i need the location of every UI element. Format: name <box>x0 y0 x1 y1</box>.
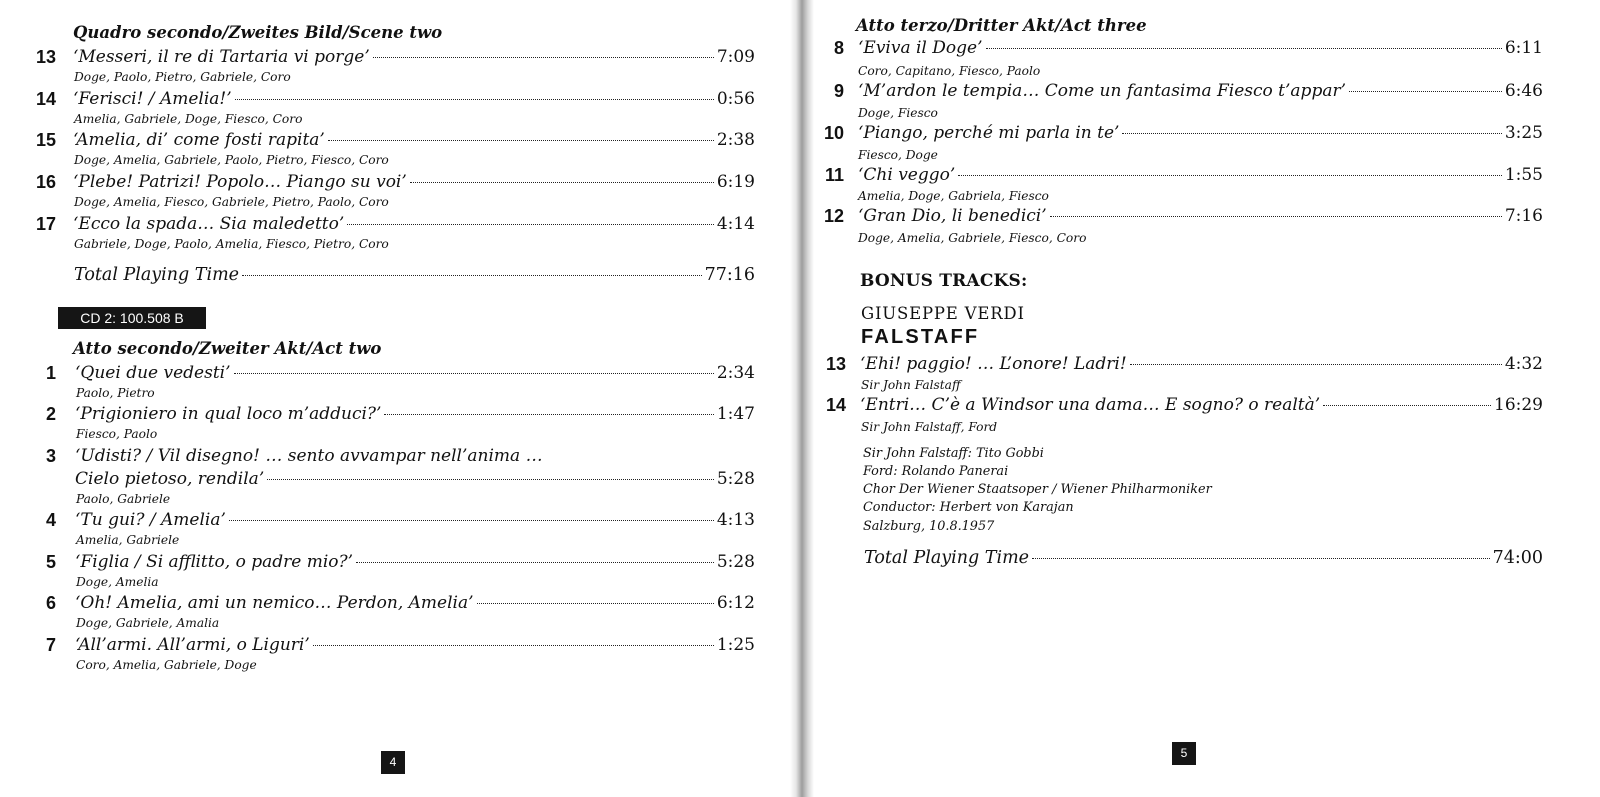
dot-leader <box>1323 405 1491 406</box>
track-roles: Sir John Falstaff, Ford <box>861 420 998 434</box>
track-title: ‘Piango, perché mi parla in te’ <box>858 123 1120 143</box>
track-duration: 4:14 <box>716 214 755 234</box>
track-title: ‘Chi veggo’ <box>858 165 956 185</box>
track-number: 7 <box>45 635 56 655</box>
track-duration: 0:56 <box>716 89 755 109</box>
track-row <box>858 122 1543 144</box>
track-duration: 6:11 <box>1504 38 1543 58</box>
track-duration: 6:12 <box>716 593 755 613</box>
track-number: 10 <box>823 123 844 143</box>
track-duration: 1:25 <box>716 635 755 655</box>
total-playing-time-label: Total Playing Time <box>74 265 240 285</box>
track-title: ‘Messeri, il re di Tartaria vi porge’ <box>73 47 370 67</box>
section-heading: Atto terzo/Dritter Akt/Act three <box>856 16 1147 35</box>
dot-leader <box>313 645 714 646</box>
track-title: ‘Ferisci! / Amelia!’ <box>73 89 232 109</box>
track-row <box>858 205 1543 227</box>
total-playing-time-label: Total Playing Time <box>864 548 1030 568</box>
track-duration: 2:38 <box>716 130 755 150</box>
total-playing-time-value: 74:00 <box>1492 548 1543 568</box>
track-number: 13 <box>825 354 846 374</box>
track-number: 1 <box>45 363 56 383</box>
track-roles: Doge, Amelia, Gabriele, Paolo, Pietro, Fiesco, Coro <box>74 153 389 167</box>
track-title: ‘Amelia, di’ come fosti rapita’ <box>73 130 325 150</box>
track-number: 4 <box>45 510 56 530</box>
dot-leader <box>235 99 714 100</box>
track-roles: Amelia, Gabriele, Doge, Fiesco, Coro <box>74 112 303 126</box>
track-title: ‘Oh! Amelia, ami un nemico… Perdon, Amelia’ <box>75 593 474 613</box>
section-heading: Quadro secondo/Zweites Bild/Scene two <box>73 23 443 42</box>
page-number: 5 <box>1172 742 1196 765</box>
track-row <box>858 37 1543 59</box>
track-roles: Doge, Amelia <box>76 575 159 589</box>
track-duration: 1:47 <box>716 404 755 424</box>
track-row <box>75 592 755 614</box>
track-row <box>73 88 755 110</box>
dot-leader <box>384 414 713 415</box>
track-title: ‘Eviva il Doge’ <box>858 38 983 58</box>
dot-leader <box>347 224 714 225</box>
track-duration: 3:25 <box>1504 123 1543 143</box>
track-roles: Amelia, Doge, Gabriela, Fiesco <box>858 189 1049 203</box>
credit-line: Conductor: Herbert von Karajan <box>863 500 1074 515</box>
track-row <box>75 634 755 656</box>
dot-leader <box>986 48 1502 49</box>
total-playing-time-value: 77:16 <box>704 265 755 285</box>
track-title: ‘Plebe! Patrizi! Popolo… Piango su voi’ <box>73 172 407 192</box>
track-row <box>858 80 1543 102</box>
dot-leader <box>958 175 1502 176</box>
dot-leader <box>356 562 714 563</box>
track-title: ‘All’armi. All’armi, o Liguri’ <box>75 635 310 655</box>
track-number: 11 <box>824 165 844 185</box>
dot-leader <box>1130 364 1502 365</box>
track-number: 9 <box>833 81 844 101</box>
track-roles: Fiesco, Paolo <box>76 427 158 441</box>
dot-leader <box>1122 133 1501 134</box>
composer-name: GIUSEPPE VERDI <box>861 304 1025 323</box>
dot-leader <box>477 603 714 604</box>
track-number: 15 <box>35 130 56 150</box>
track-number: 3 <box>45 446 56 466</box>
track-title: ‘Prigioniero in qual loco m’adduci?’ <box>75 404 382 424</box>
track-roles: Doge, Gabriele, Amalia <box>76 616 220 630</box>
section-heading: Atto secondo/Zweiter Akt/Act two <box>73 339 382 358</box>
dot-leader <box>234 373 714 374</box>
track-duration: 1:55 <box>1504 165 1543 185</box>
left-page <box>0 0 795 797</box>
track-roles: Paolo, Gabriele <box>76 492 171 506</box>
track-row <box>860 394 1543 416</box>
dot-leader <box>373 57 714 58</box>
track-roles: Doge, Amelia, Gabriele, Fiesco, Coro <box>858 231 1087 245</box>
track-number: 17 <box>35 214 56 234</box>
page-number: 4 <box>381 751 405 774</box>
track-title: ‘M’ardon le tempia… Come un fantasima Fiesco t’appar’ <box>858 81 1346 101</box>
track-row <box>75 468 755 490</box>
dot-leader <box>410 182 714 183</box>
total-playing-time-row <box>864 547 1543 569</box>
cd-label: CD 2: 100.508 B <box>58 307 206 329</box>
track-title: ‘Entri… C’è a Windsor una dama… E sogno? o realtà’ <box>860 395 1321 415</box>
dot-leader <box>229 520 714 521</box>
credit-line: Ford: Rolando Panerai <box>863 464 1009 479</box>
credit-line: Chor Der Wiener Staatsoper / Wiener Philharmoniker <box>863 482 1212 497</box>
track-title-continued: Cielo pietoso, rendila’ <box>75 469 265 489</box>
track-row <box>73 213 755 235</box>
track-number: 8 <box>833 38 844 58</box>
dot-leader <box>1349 91 1502 92</box>
track-row <box>75 362 755 384</box>
track-number: 2 <box>45 404 56 424</box>
bonus-tracks-heading: BONUS TRACKS: <box>860 271 1028 291</box>
track-roles: Fiesco, Doge <box>858 148 938 162</box>
right-page <box>810 0 1600 797</box>
track-title: ‘Quei due vedesti’ <box>75 363 231 383</box>
track-number: 14 <box>35 89 56 109</box>
track-title: ‘Ecco la spada… Sia maledetto’ <box>73 214 345 234</box>
track-row <box>858 164 1543 186</box>
opera-title: FALSTAFF <box>861 326 980 348</box>
track-row <box>860 353 1543 375</box>
credit-line: Salzburg, 10.8.1957 <box>863 519 995 534</box>
dot-leader <box>328 140 714 141</box>
track-duration: 4:13 <box>716 510 755 530</box>
track-number: 14 <box>825 395 846 415</box>
track-title: ‘Tu gui? / Amelia’ <box>75 510 226 530</box>
dot-leader <box>267 479 714 480</box>
track-title: ‘Ehi! paggio! … L’onore! Ladri! <box>860 354 1127 374</box>
track-number: 12 <box>823 206 844 226</box>
track-duration: 6:19 <box>716 172 755 192</box>
track-number: 13 <box>35 47 56 67</box>
track-row <box>75 403 755 425</box>
track-row <box>73 46 755 68</box>
track-roles: Coro, Capitano, Fiesco, Paolo <box>858 64 1041 78</box>
track-number: 16 <box>35 172 56 192</box>
track-roles: Doge, Fiesco <box>858 106 938 120</box>
track-roles: Coro, Amelia, Gabriele, Doge <box>76 658 257 672</box>
track-title: ‘Udisti? / Vil disegno! … sento avvampar nell’anima … <box>75 446 543 466</box>
track-duration: 16:29 <box>1494 395 1543 415</box>
track-roles: Doge, Paolo, Pietro, Gabriele, Coro <box>74 70 291 84</box>
track-duration: 7:16 <box>1504 206 1543 226</box>
dot-leader <box>242 275 702 276</box>
track-roles: Paolo, Pietro <box>76 386 155 400</box>
track-roles: Gabriele, Doge, Paolo, Amelia, Fiesco, Pietro, Coro <box>74 237 389 251</box>
credit-line: Sir John Falstaff: Tito Gobbi <box>863 446 1044 461</box>
total-playing-time-row <box>74 264 755 286</box>
track-title: ‘Figlia / Si afflitto, o padre mio?’ <box>75 552 354 572</box>
track-row <box>73 129 755 151</box>
dot-leader <box>1032 558 1490 559</box>
track-roles: Sir John Falstaff <box>861 378 961 392</box>
track-number: 6 <box>45 593 56 613</box>
track-duration: 5:28 <box>716 469 755 489</box>
track-row <box>75 509 755 531</box>
track-roles: Doge, Amelia, Fiesco, Gabriele, Pietro, Paolo, Coro <box>74 195 389 209</box>
track-number: 5 <box>45 552 56 572</box>
track-roles: Amelia, Gabriele <box>76 533 180 547</box>
track-duration: 4:32 <box>1504 354 1543 374</box>
track-row <box>73 171 755 193</box>
dot-leader <box>1050 216 1502 217</box>
track-duration: 2:34 <box>716 363 755 383</box>
track-row <box>75 551 755 573</box>
track-title: ‘Gran Dio, li benedici’ <box>858 206 1047 226</box>
track-duration: 7:09 <box>716 47 755 67</box>
track-duration: 6:46 <box>1504 81 1543 101</box>
track-duration: 5:28 <box>716 552 755 572</box>
